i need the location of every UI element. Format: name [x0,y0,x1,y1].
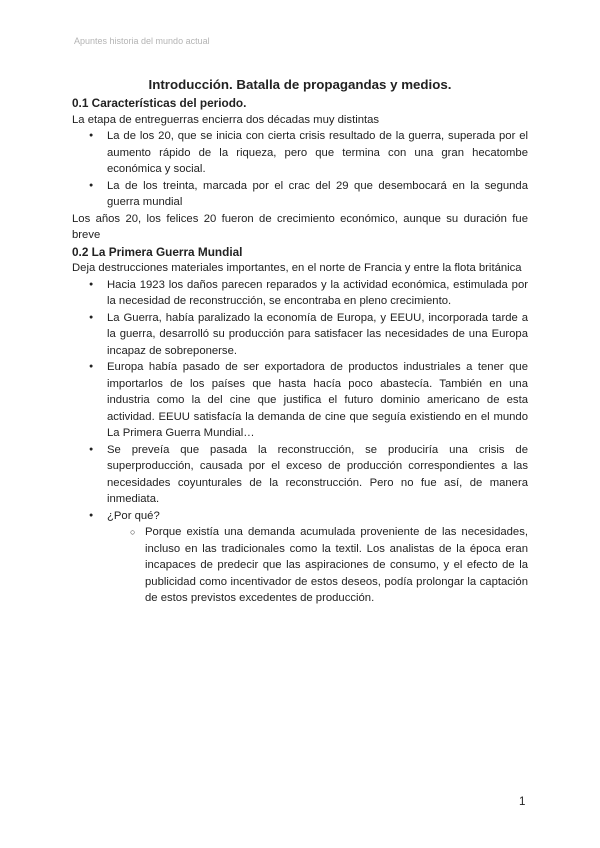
section-heading-1: 0.1 Características del periodo. [72,96,247,110]
section2-bullet-list [72,277,528,525]
list-item: ● Hacia 1923 los daños parecen reparados y la actividad económica, estimulada por la necesidad de reconstrucción, se encontraba en pleno crecimiento. [72,277,528,310]
list-item: ● ¿Por qué? [72,508,528,525]
list-item: ● La de los treinta, marcada por el crac del 29 que desembocará en la segunda guerra mundial [72,178,528,211]
list-item: ● Europa había pasado de ser exportadora de productos industriales a tener que importarlos de los países que hasta hacía poco abastecía. También en una industria como la del cine que justifica el futuro dominio americano de esta actividad. EEUU satisfacía la demanda de cine que seguía existiendo en el mundo La Primera Guerra Mundial… [72,359,528,442]
section1-intro: La etapa de entreguerras encierra dos décadas muy distintas [72,113,380,126]
section2-intro: Deja destrucciones materiales importantes, en el norte de Francia y entre la flota británica [72,262,522,274]
section1-bullet-list [72,128,528,211]
list-item: ● Se preveía que pasada la reconstrucción, se produciría una crisis de superproducción, causada por el exceso de producción correspondientes a las necesidades coyunturales de la reconstrucción. Pero no fue así, de manera inmediata. [72,442,528,508]
section2-sub-bullet-list [72,524,528,607]
list-item: ● La Guerra, había paralizado la economía de Europa, y EEUU, incorporada tarde a la guerra, desarrolló su producción para satisfacer las necesidades de una Europa incapaz de sobreponerse. [72,310,528,360]
page-number: 1 [519,796,526,808]
section-heading-2: 0.2 La Primera Guerra Mundial [72,244,243,259]
sub-list-item: ○ Porque existía una demanda acumulada proveniente de las necesidades, incluso en las tradicionales como la textil. Los analistas de la época eran incapaces de predecir que las aspiraciones de consumo, y el efecto de la publicidad como incentivador de estos deseos, podía prolongar la captación de estos previstos excedentes de producción. [72,524,528,607]
list-item: ● La de los 20, que se inicia con cierta crisis resultado de la guerra, superada por el aumento rápido de la riqueza, pero que termina con una gran hecatombe económica y social. [72,128,528,178]
page-title: Introducción. Batalla de propagandas y medios. [148,77,452,92]
running-header: Apuntes historia del mundo actual [74,36,210,46]
section1-closing: Los años 20, los felices 20 fueron de crecimiento económico, aunque su duración fue breve [72,212,528,241]
document-body [72,76,528,607]
